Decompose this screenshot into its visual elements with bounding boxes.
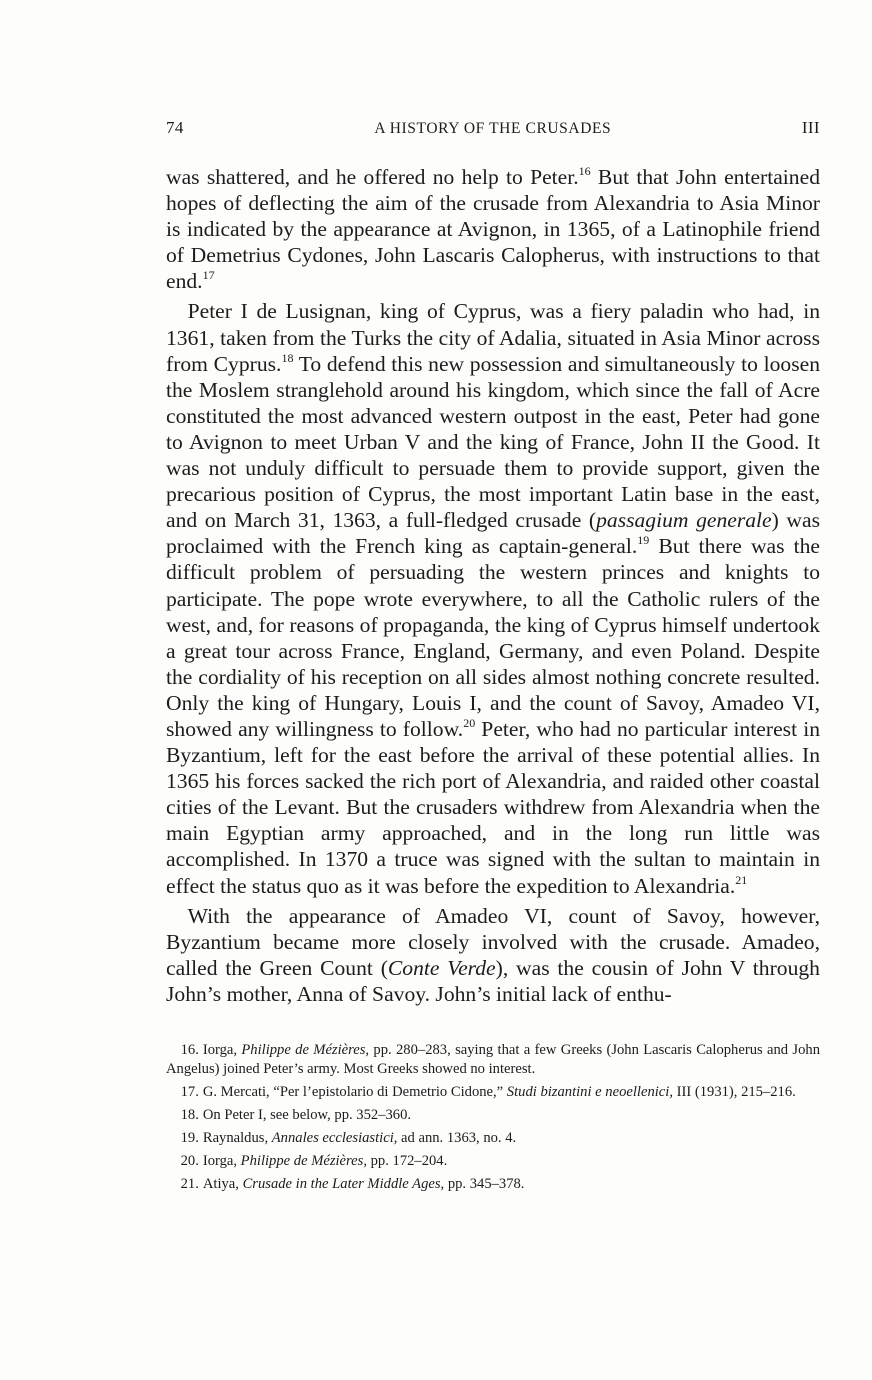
footnote-ref-18[interactable]: 18	[281, 350, 294, 365]
footnote-19	[166, 1129, 820, 1148]
footnotes	[166, 1041, 820, 1194]
paragraph-2	[166, 298, 820, 898]
italic-term: Conte Verde	[387, 955, 496, 980]
italic-term: passagium generale	[596, 508, 772, 533]
paragraph-1	[166, 164, 820, 294]
paragraph-3	[166, 903, 820, 1007]
note-text: On Peter I, see below, pp. 352–360.	[202, 1107, 412, 1124]
note-title: Philippe de Mézières,	[240, 1153, 367, 1170]
footnote-18	[166, 1106, 820, 1125]
footnote-number: 16.	[180, 1042, 199, 1058]
note-text: G. Mercati, “Per l’epistolario di Demetrio Cidone,”	[202, 1084, 507, 1101]
note-text: pp. 345–378.	[444, 1175, 525, 1192]
footnote-ref-17[interactable]: 17	[202, 268, 215, 283]
text-run: ), was the cousin of John V through John’s mother, Anna of Savoy. John’s initial lack of enthu-	[166, 955, 820, 1006]
footnote-number: 20.	[180, 1153, 199, 1170]
footnote-number: 17.	[180, 1084, 199, 1101]
volume-number: III	[801, 118, 820, 137]
note-title: Studi bizantini e neoellenici,	[506, 1084, 673, 1101]
footnote-16	[166, 1041, 820, 1080]
text-run: But there was the difficult problem of persuading the western princes and knights to participate. The pope wrote everywhere, to all the Catholic rulers of the west, and, for reasons of propaganda, the king of Cyprus himself undertook a great tour across France, England, Germany, and even Poland. Despite the cordiality of his reception on all sides almost nothing concrete resulted. Only the king of Hungary, Louis I, and the count of Savoy, Amadeo VI, showed any willingness to follow.	[166, 534, 820, 741]
footnote-number: 21.	[180, 1175, 199, 1192]
note-text: Raynaldus,	[202, 1130, 272, 1147]
footnote-ref-21[interactable]: 21	[735, 872, 748, 887]
footnote-number: 18.	[180, 1107, 199, 1124]
running-head	[166, 118, 820, 148]
text-run: With the appearance of Amadeo VI, count of Savoy, however, Byzantium became more closely involved with the crusade. Amadeo, called the Green Count (	[166, 903, 820, 980]
main-text	[166, 164, 820, 1007]
note-title: Philippe de Mézières,	[241, 1042, 370, 1058]
text-run: To defend this new possession and simultaneously to loosen the Moslem stranglehold around his kingdom, which since the fall of Acre constituted the most advanced western outpost in the east, Peter had gone to Avignon to meet Urban V and the king of France, John II the Good. It was not unduly difficult to persuade them to provide support, given the precarious position of Cyprus, the most important Latin base in the east, and on March 31, 1363, a full-fledged crusade (	[166, 351, 820, 533]
footnote-ref-16[interactable]: 16	[578, 164, 591, 178]
footnote-20	[166, 1152, 820, 1171]
note-text: Iorga,	[202, 1042, 242, 1058]
note-text: III (1931), 215–216.	[672, 1084, 796, 1101]
footnote-21	[166, 1175, 820, 1194]
footnote-17	[166, 1083, 820, 1102]
footnote-number: 19.	[180, 1130, 199, 1147]
text-run: ) was proclaimed with the French king as captain-general.	[166, 508, 820, 559]
note-text: pp. 172–204.	[366, 1153, 448, 1170]
text-run: was shattered, and he offered no help to Peter.	[166, 165, 579, 189]
note-title: Crusade in the Later Middle Ages,	[242, 1175, 445, 1192]
footnote-ref-19[interactable]: 19	[637, 533, 650, 548]
text-run: Peter I de Lusignan, king of Cyprus, was a fiery paladin who had, in 1361, taken from the Turks the city of Adalia, situated in Asia Minor across from Cyprus.	[166, 299, 820, 376]
note-title: Annales ecclesiastici,	[271, 1130, 398, 1147]
footnote-ref-20[interactable]: 20	[463, 715, 476, 730]
note-text: Atiya,	[202, 1175, 243, 1192]
note-text: pp. 280–283, saying that a few Greeks (John Lascaris Calopherus and John Angelus) joined Peter’s army. Most Greeks showed no interest.	[166, 1042, 820, 1078]
page-number: 74	[166, 118, 184, 137]
text-run: But that John entertained hopes of deflecting the aim of the crusade from Alexandria to Asia Minor is indicated by the appearance at Avignon, in 1365, of a Latinophile friend of Demetrius Cydones, John Lascaris Calopherus, with instructions to that end.	[166, 165, 820, 294]
note-text: Iorga,	[202, 1153, 241, 1170]
note-text: ad ann. 1363, no. 4.	[397, 1130, 517, 1147]
book-page	[166, 118, 820, 1198]
running-title: A HISTORY OF THE CRUSADES	[374, 120, 612, 137]
text-run: Peter, who had no particular interest in Byzantium, left for the east before the arrival of these potential allies. In 1365 his forces sacked the rich port of Alexandria, and raided other coastal cities of the Levant. But the crusaders withdrew from Alexandria when the main Egyptian army approached, and in the long run little was accomplished. In 1370 a truce was signed with the sultan to maintain in effect the status quo as it was before the expedition to Alexandria.	[166, 716, 820, 898]
